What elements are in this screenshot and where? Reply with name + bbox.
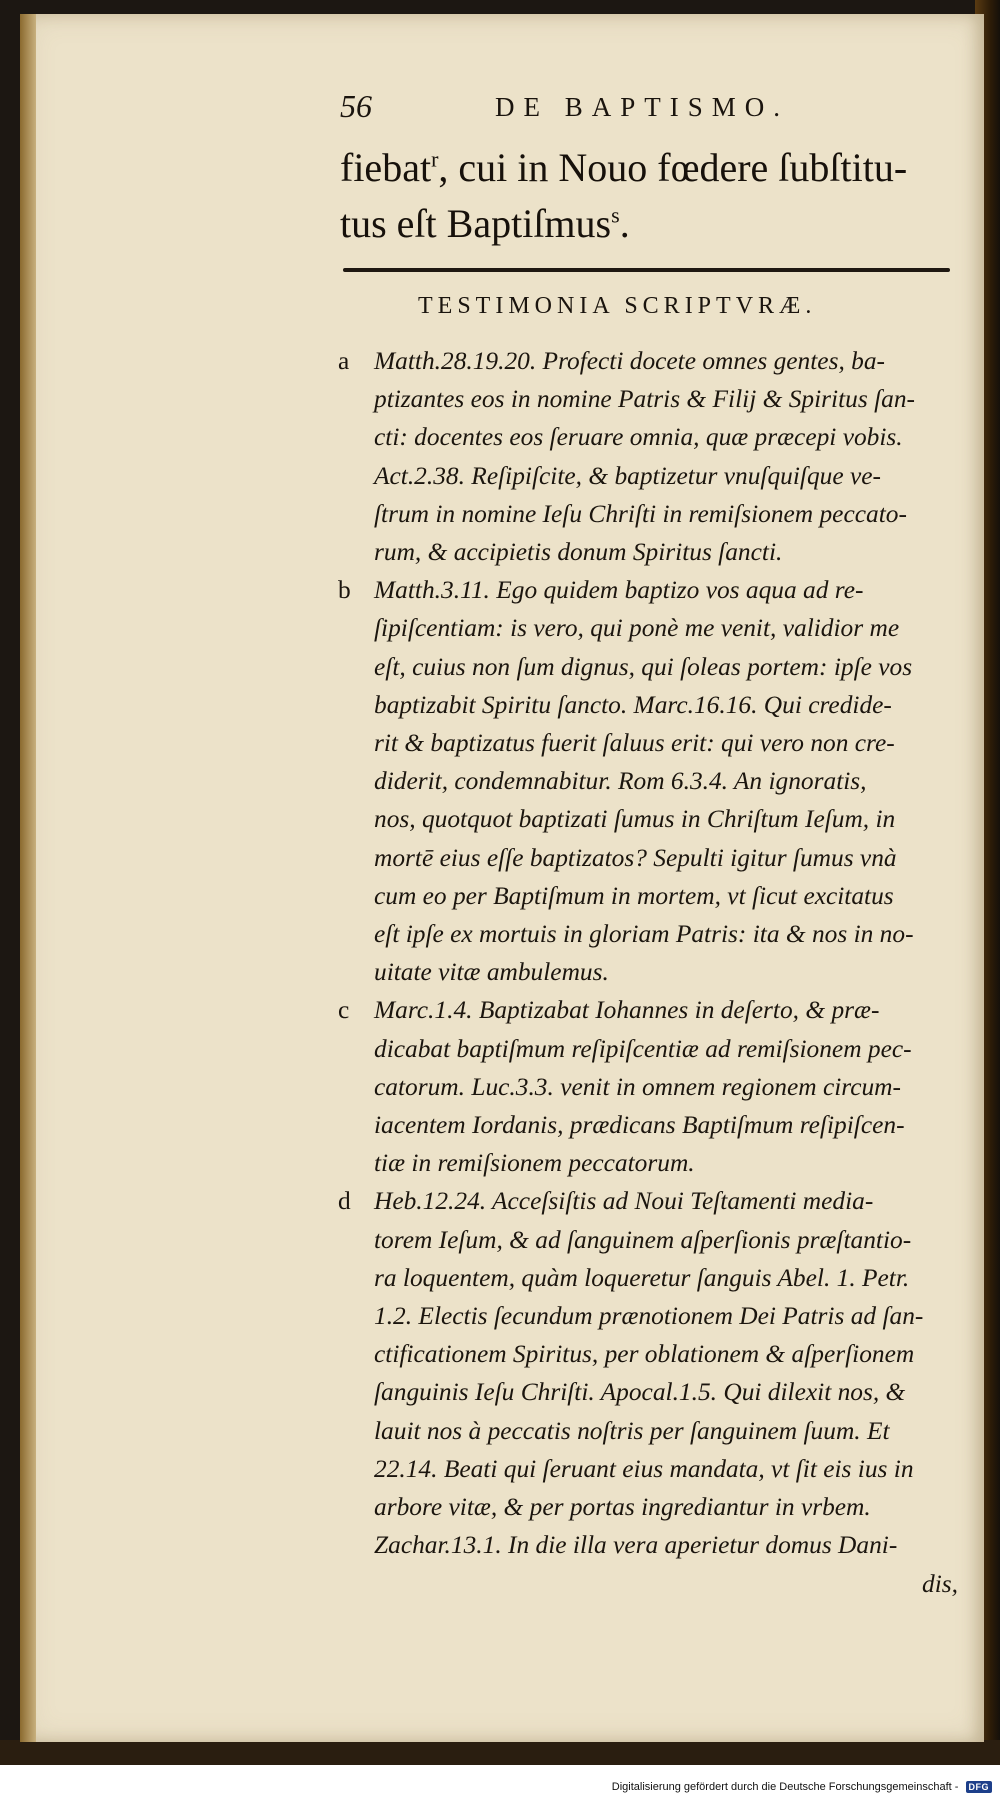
testimonia-line	[338, 380, 958, 418]
testimonia-text: ſtrum in nomine Ieſu Chriſti in remiſsionem peccato-	[374, 499, 907, 528]
testimonia-line	[338, 495, 958, 533]
testimonia-text: mortē eius eſſe baptizatos? Sepulti igitur ſumus vnà	[374, 843, 897, 872]
page-gutter	[20, 14, 36, 1742]
reference-letter: a	[338, 347, 350, 375]
running-head	[340, 88, 940, 132]
testimonia-text: ſipiſcentiam: is vero, qui ponè me venit, validior me	[374, 614, 900, 643]
testimonia-line	[338, 418, 958, 456]
testimonia-line	[338, 1450, 958, 1488]
testimonia-text: nos, quotquot baptizati ſumus in Chriſtum Ieſum, in	[374, 805, 896, 834]
testimonia-text: eſt ipſe ex mortuis in gloriam Patris: ita & nos in no-	[374, 920, 914, 949]
testimonia-text: rum, & accipietis donum Spiritus ſancti.	[374, 538, 783, 567]
digitization-credit	[600, 1781, 992, 1793]
testimonia-text: diderit, condemnabitur. Rom 6.3.4. An ignoratis,	[374, 767, 867, 796]
testimonia-text: Matth.28.19.20. Profecti docete omnes gentes, ba-	[374, 347, 885, 375]
testimonia-line	[338, 1068, 958, 1106]
testimonia-line	[338, 1335, 958, 1373]
testimonia-line	[338, 877, 958, 915]
testimonia-line	[338, 1144, 958, 1182]
book-bottom-edge	[0, 1740, 1000, 1765]
testimonia-text: ctificationem Spiritus, per oblationem & aſperſionem	[374, 1340, 915, 1369]
testimonia-line	[338, 1373, 958, 1411]
reference-letter: d	[338, 1187, 351, 1216]
testimonia-text: lauit nos à peccatis noſtris per ſanguinem ſuum. Et	[374, 1416, 890, 1445]
testimonia-text: Act.2.38. Reſipiſcite, & baptizetur vnuſquiſque ve-	[374, 461, 881, 490]
testimonia-line	[338, 1221, 958, 1259]
testimonia-line	[338, 762, 958, 800]
section-title: TESTIMONIA SCRIPTVRÆ.	[418, 293, 817, 319]
body-line: fiebat$^r$, cui in Nouo fœdere ſubſtitu-	[340, 145, 908, 190]
testimonia-line	[338, 457, 958, 495]
testimonia-line	[338, 1526, 958, 1564]
testimonia-block	[338, 342, 958, 1603]
testimonia-line	[338, 800, 958, 838]
testimonia-line	[338, 1488, 958, 1526]
dfg-logo: DFG	[966, 1781, 993, 1793]
testimonia-line	[338, 1565, 958, 1603]
credit-text: Digitalisierung gefördert durch die Deutsche Forschungsgemeinschaft -	[611, 1781, 959, 1793]
testimonia-line	[338, 1412, 958, 1450]
testimonia-text: dis,	[922, 1569, 958, 1598]
testimonia-text: ra loquentem, quàm loqueretur ſanguis Abel. 1. Petr.	[374, 1263, 910, 1292]
testimonia-text: iacentem Iordanis, prædicans Baptiſmum reſipiſcen-	[374, 1111, 905, 1140]
testimonia-text: cti: docentes eos ſeruare omnia, quæ præcepi vobis.	[374, 423, 903, 452]
testimonia-text: catorum. Luc.3.3. venit in omnem regionem circum-	[374, 1072, 901, 1101]
testimonia-text: rit & baptizatus fuerit ſaluus erit: qui vero non cre-	[374, 729, 895, 758]
testimonia-text: Marc.1.4. Baptizabat Iohannes in deſerto, & præ-	[374, 996, 880, 1025]
section-divider-rule	[343, 268, 950, 272]
testimonia-line	[338, 1030, 958, 1068]
testimonia-line	[338, 1259, 958, 1297]
testimonia-line	[338, 609, 958, 647]
testimonia-line	[338, 533, 958, 571]
testimonia-line	[338, 1182, 958, 1220]
testimonia-line	[338, 648, 958, 686]
testimonia-line	[338, 342, 958, 380]
testimonia-text: 1.2. Electis ſecundum prænotionem Dei Patris ad ſan-	[374, 1302, 924, 1331]
testimonia-text: torem Ieſum, & ad ſanguinem aſperſionis præſtantio-	[374, 1225, 912, 1254]
testimonia-line	[338, 724, 958, 762]
testimonia-text: ſanguinis Ieſu Chriſti. Apocal.1.5. Qui dilexit nos, &	[374, 1378, 906, 1407]
testimonia-text: cum eo per Baptiſmum in mortem, vt ſicut excitatus	[374, 881, 894, 910]
testimonia-text: arbore vitæ, & per portas ingrediantur in vrbem.	[374, 1493, 871, 1522]
body-text	[340, 140, 960, 252]
testimonia-text: eſt, cuius non ſum dignus, qui ſoleas portem: ipſe vos	[374, 652, 913, 681]
testimonia-line	[338, 915, 958, 953]
body-line: tus eſt Baptiſmus$^s$.	[340, 201, 630, 246]
testimonia-text: tiæ in remiſsionem peccatorum.	[374, 1149, 695, 1178]
testimonia-text: Matth.3.11. Ego quidem baptizo vos aqua ad re-	[374, 576, 864, 605]
testimonia-line	[338, 571, 958, 609]
testimonia-line	[338, 686, 958, 724]
page-number: 56	[340, 88, 372, 124]
testimonia-line	[338, 839, 958, 877]
testimonia-text: uitate vitæ ambulemus.	[374, 958, 609, 987]
testimonia-text: 22.14. Beati qui ſeruant eius mandata, vt ſit eis ius in	[374, 1454, 914, 1483]
reference-letter: c	[338, 996, 350, 1025]
testimonia-line	[338, 1297, 958, 1335]
testimonia-line	[338, 953, 958, 991]
testimonia-line	[338, 991, 958, 1029]
testimonia-text: Heb.12.24. Acceſsiſtis ad Noui Teſtamenti media-	[374, 1187, 874, 1216]
testimonia-text: baptizabit Spiritu ſancto. Marc.16.16. Qui credide-	[374, 690, 892, 719]
reference-letter: b	[338, 576, 351, 605]
running-title: DE BAPTISMO.	[495, 92, 790, 122]
testimonia-text: dicabat baptiſmum reſipiſcentiæ ad remiſsionem pec-	[374, 1034, 912, 1063]
testimonia-text: Zachar.13.1. In die illa vera aperietur domus Dani-	[374, 1531, 898, 1560]
testimonia-text: ptizantes eos in nomine Patris & Filij & Spiritus ſan-	[374, 385, 915, 414]
testimonia-line	[338, 1106, 958, 1144]
